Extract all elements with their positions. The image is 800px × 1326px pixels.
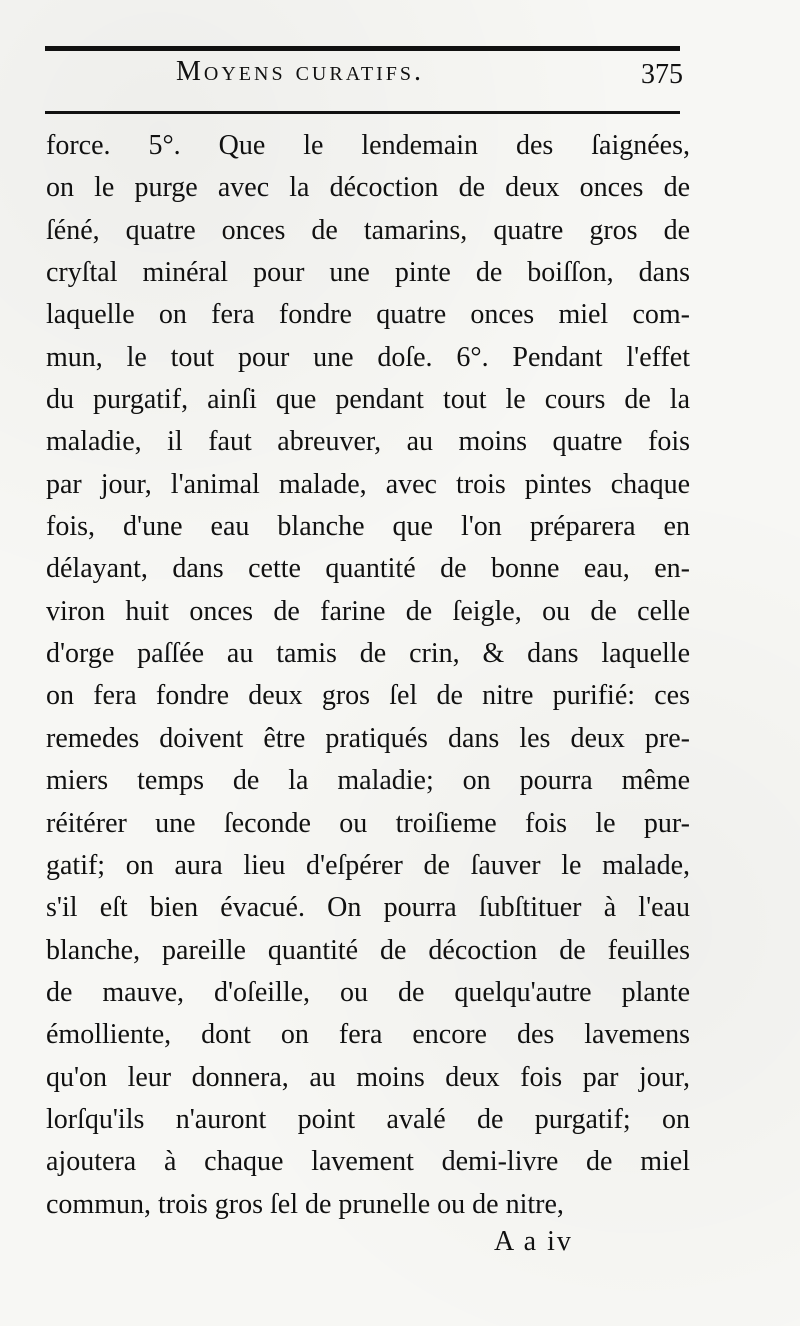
text-line: on le purge avec la décoction de deux onces de xyxy=(46,172,690,204)
text-line: on fera fondre deux gros ſel de nitre purifié: ces xyxy=(46,680,690,712)
text-line: remedes doivent être pratiqués dans les deux pre- xyxy=(46,722,690,754)
signature-mark: A a iv xyxy=(494,1226,573,1257)
text-line: s'il eſt bien évacué. On pourra ſubſtituer à l'eau xyxy=(46,892,690,924)
page-number: 375 xyxy=(641,59,683,90)
text-line: mun, le tout pour une doſe. 6°. Pendant l'effet xyxy=(46,341,690,373)
text-line: réitérer une ſeconde ou troiſieme fois le pur- xyxy=(46,807,690,839)
text-line: de mauve, d'oſeille, ou de quelqu'autre plante xyxy=(46,976,690,1008)
text-line: qu'on leur donnera, au moins deux fois par jour, xyxy=(46,1061,690,1093)
text-line: force. 5°. Que le lendemain des ſaignées, xyxy=(46,130,690,161)
text-line: cryſtal minéral pour une pinte de boiſſon, dans xyxy=(46,257,690,289)
text-line: du purgatif, ainſi que pendant tout le cours de la xyxy=(46,384,690,416)
header-bottom-rule xyxy=(45,111,680,114)
text-line: ſéné, quatre onces de tamarins, quatre gros de xyxy=(46,214,690,246)
text-line: ajoutera à chaque lavement demi-livre de miel xyxy=(46,1146,690,1178)
text-line: maladie, il faut abreuver, au moins quatre fois xyxy=(46,426,690,458)
text-line: par jour, l'animal malade, avec trois pintes chaque xyxy=(46,468,690,500)
text-line: d'orge paſſée au tamis de crin, & dans laquelle xyxy=(46,638,690,670)
text-line: lorſqu'ils n'auront point avalé de purgatif; on xyxy=(46,1103,690,1135)
text-line: laquelle on fera fondre quatre onces miel com- xyxy=(46,299,690,331)
body-text xyxy=(46,125,690,1226)
header-top-rule xyxy=(45,46,680,51)
text-line: blanche, pareille quantité de décoction de feuilles xyxy=(46,934,690,966)
text-line: gatif; on aura lieu d'eſpérer de ſauver le malade, xyxy=(46,849,690,881)
text-line: fois, d'une eau blanche que l'on préparera en xyxy=(46,511,690,543)
running-header-title: Moyens curatifs. xyxy=(176,56,425,87)
text-line: miers temps de la maladie; on pourra même xyxy=(46,765,690,797)
text-line: viron huit onces de farine de ſeigle, ou de celle xyxy=(46,595,690,627)
text-line: commun, trois gros ſel de prunelle ou de nitre, xyxy=(46,1188,564,1220)
text-line: délayant, dans cette quantité de bonne eau, en- xyxy=(46,553,690,585)
text-line: émolliente, dont on fera encore des lavemens xyxy=(46,1019,690,1051)
